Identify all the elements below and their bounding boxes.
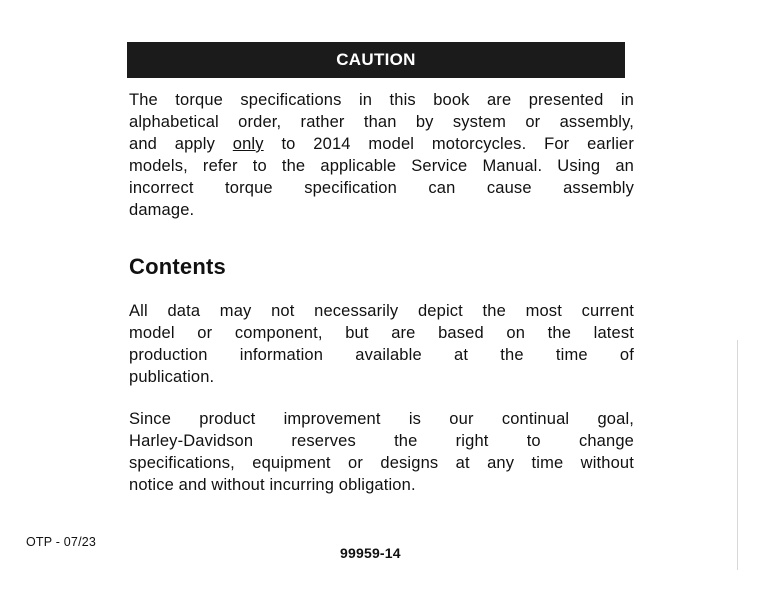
paragraph-line: Harley-Davidson reserves the right to change	[129, 432, 634, 450]
caution-text	[129, 89, 634, 221]
paragraph-line: Since product improvement is our continual goal,	[129, 410, 634, 428]
contents-paragraph-1	[129, 300, 634, 388]
scan-edge-line	[737, 340, 738, 570]
footer-revision: OTP - 07/23	[26, 535, 97, 549]
contents-heading: Contents	[129, 254, 226, 279]
caution-line-segment: and apply	[129, 135, 233, 153]
caution-line: damage.	[129, 201, 195, 219]
paragraph-line: production information available at the time of	[129, 346, 634, 364]
caution-line-segment: to 2014 model motorcycles. For earlier	[263, 135, 634, 153]
paragraph-line: publication.	[129, 368, 215, 386]
caution-title: CAUTION	[336, 50, 416, 69]
caution-line	[129, 133, 634, 155]
caution-line: incorrect torque specification can cause assembly	[129, 179, 634, 197]
paragraph-line: model or component, but are based on the latest	[129, 324, 634, 342]
footer-part-number: 99959-14	[340, 545, 401, 561]
caution-line: The torque specifications in this book are presented in	[129, 91, 634, 109]
paragraph-line: notice and without incurring obligation.	[129, 476, 416, 494]
caution-line: models, refer to the applicable Service Manual. Using an	[129, 157, 634, 175]
contents-paragraph-2	[129, 408, 634, 496]
caution-line: alphabetical order, rather than by system or assembly,	[129, 113, 634, 131]
paragraph-line: specifications, equipment or designs at any time without	[129, 454, 634, 472]
paragraph-line: All data may not necessarily depict the most current	[129, 302, 634, 320]
emphasis-only: only	[232, 135, 264, 153]
caution-banner	[127, 42, 625, 78]
